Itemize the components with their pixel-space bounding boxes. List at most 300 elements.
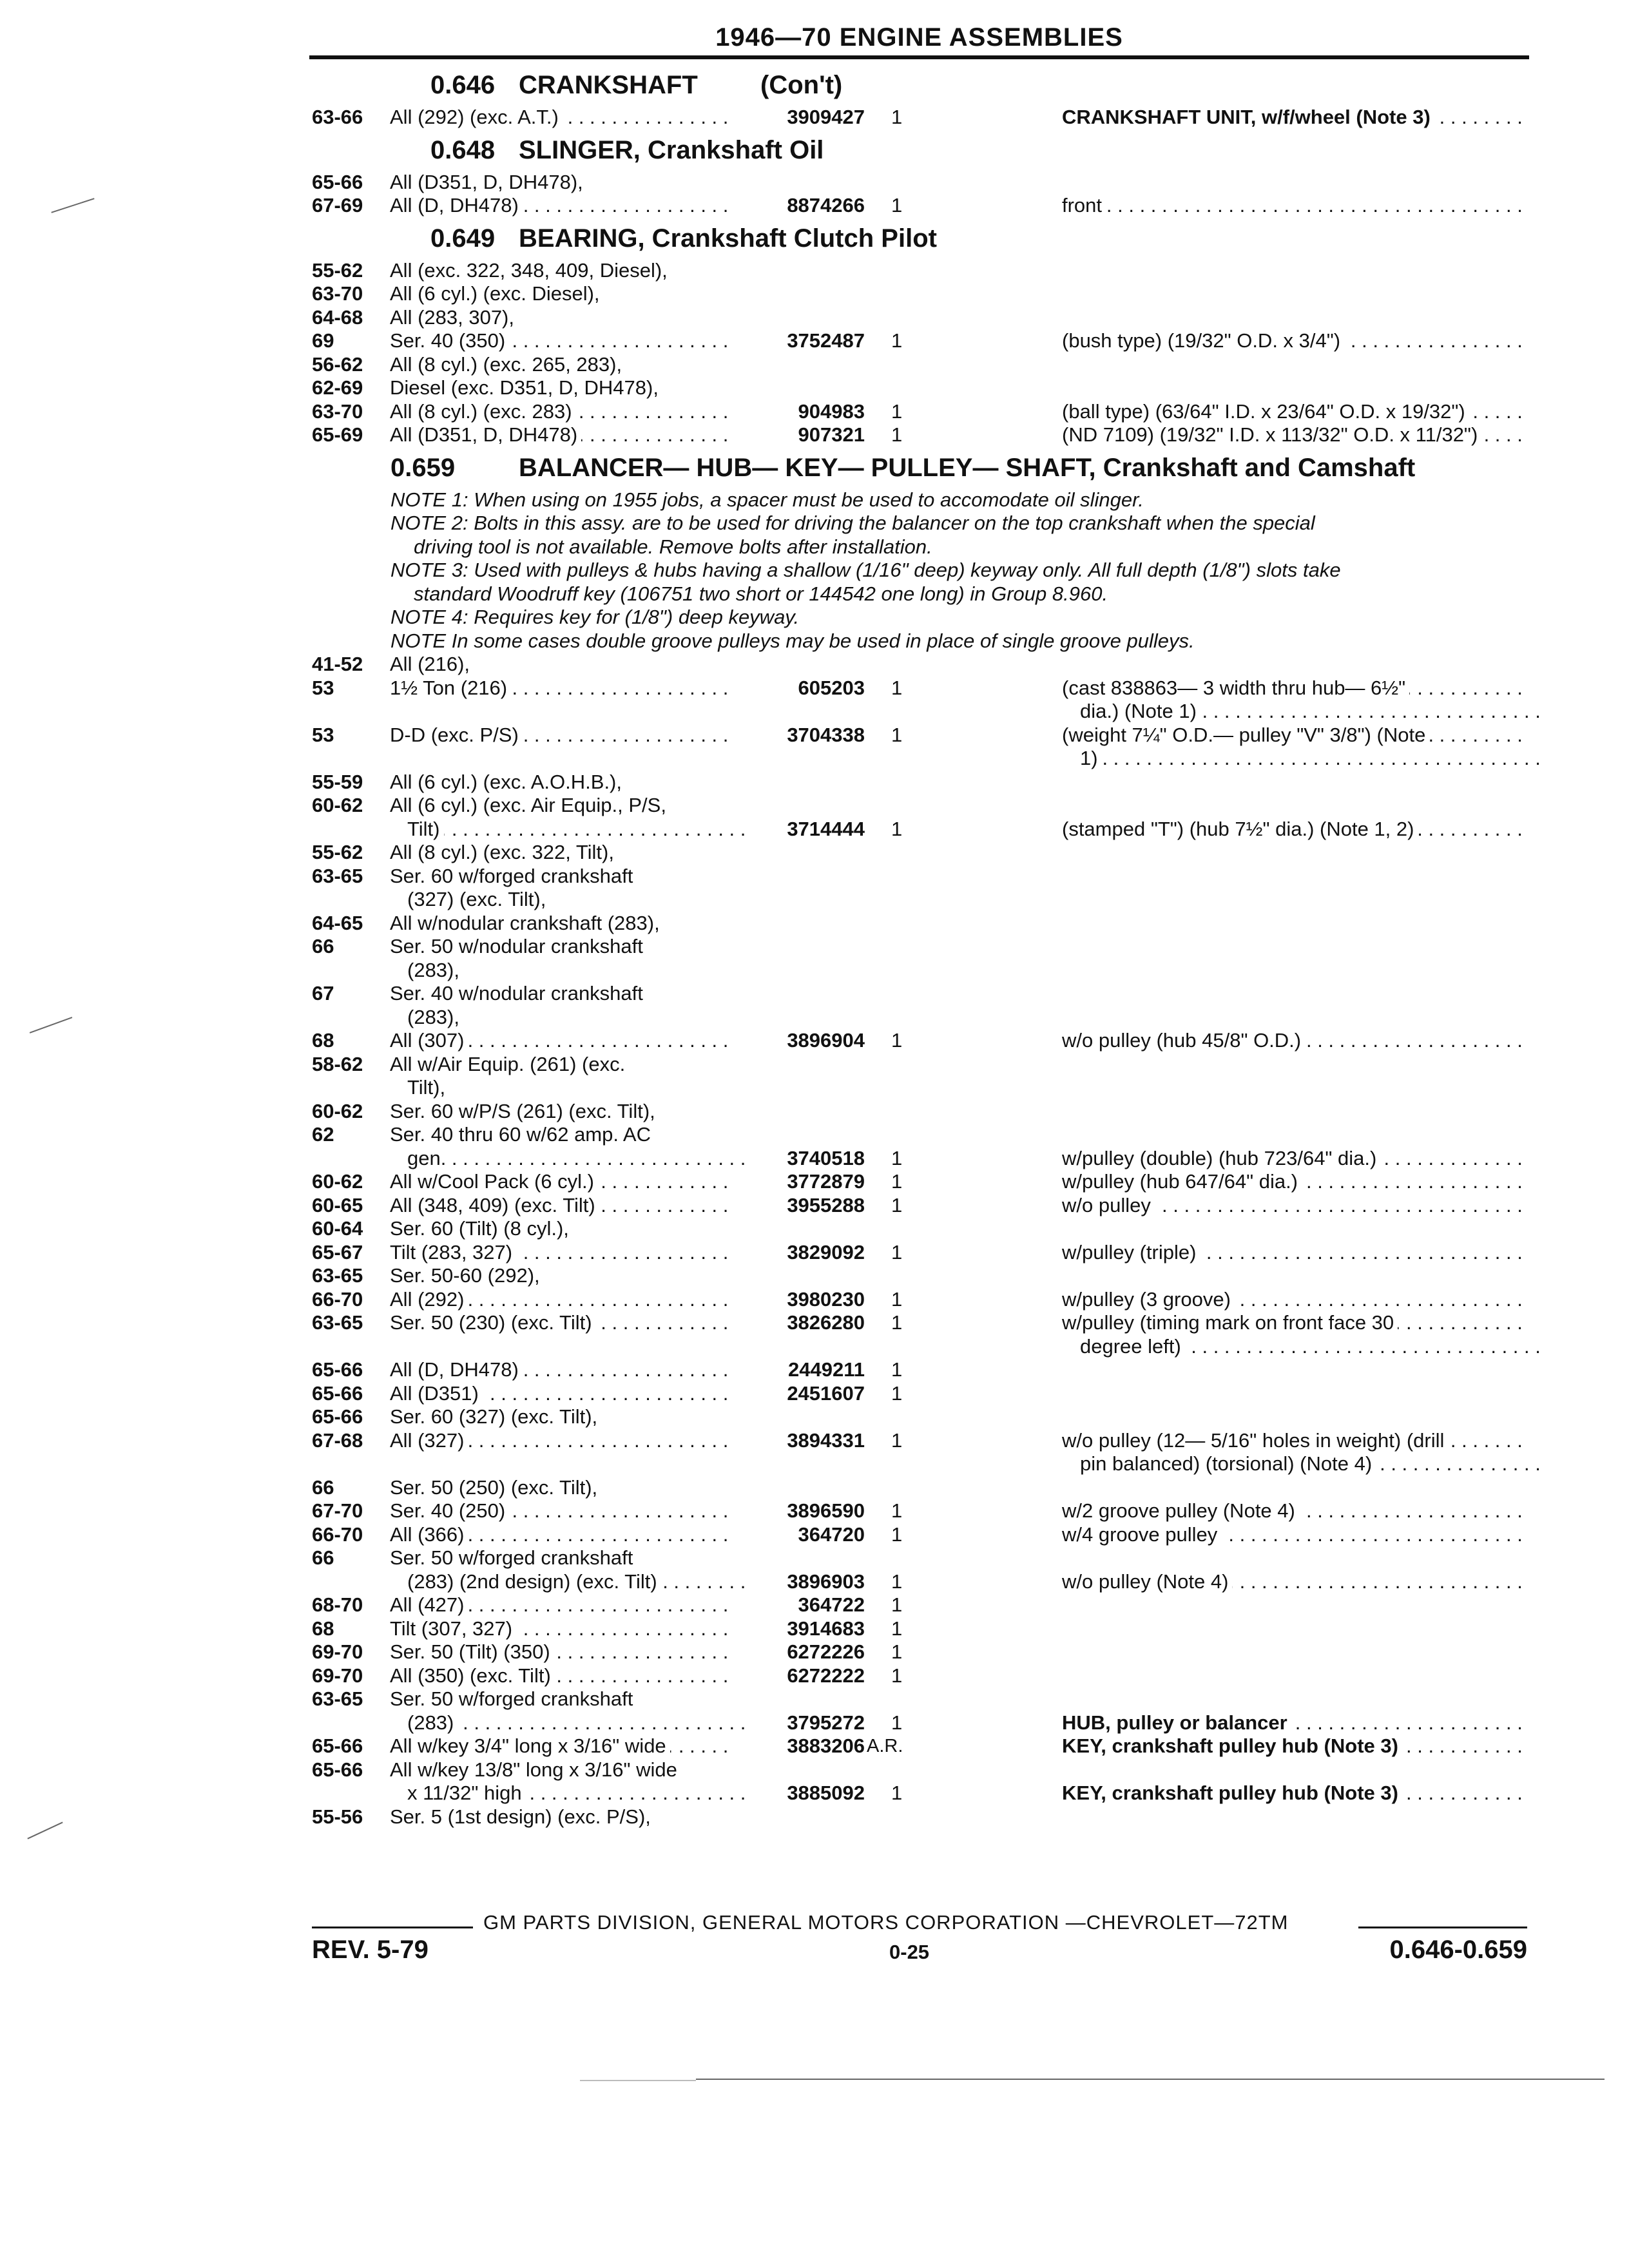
application-text: All (283, 307), bbox=[390, 306, 518, 329]
description bbox=[1062, 306, 1527, 330]
description-text bbox=[1062, 653, 1066, 675]
application bbox=[390, 423, 731, 447]
description bbox=[1080, 700, 1545, 724]
note-line: NOTE 4: Requires key for (1/8") deep keyway. bbox=[390, 606, 800, 628]
note-line: NOTE 1: When using on 1955 jobs, a spacer must be used to accomodate oil slinger. bbox=[390, 488, 1144, 511]
description bbox=[1062, 1664, 1527, 1688]
description bbox=[1062, 1123, 1527, 1147]
application-text bbox=[390, 700, 394, 722]
description-text: CRANKSHAFT UNIT, w/f/wheel (Note 3) bbox=[1062, 106, 1434, 128]
application-text: All (216), bbox=[390, 653, 474, 675]
application bbox=[390, 353, 731, 377]
description bbox=[1062, 818, 1527, 841]
application-text: All (292) (exc. A.T.) bbox=[390, 106, 563, 128]
description bbox=[1062, 959, 1527, 983]
application bbox=[390, 1546, 731, 1570]
application bbox=[390, 1029, 731, 1053]
description-text bbox=[1062, 865, 1066, 887]
section-0648 bbox=[0, 130, 1629, 171]
table-row bbox=[0, 841, 1629, 865]
quantity: 1 bbox=[891, 1523, 903, 1546]
description bbox=[1062, 194, 1527, 218]
model-years: 60-62 bbox=[312, 794, 363, 816]
application bbox=[390, 771, 731, 794]
model-years: 69 bbox=[312, 329, 334, 352]
application-text: All (6 cyl.) (exc. A.O.H.B.), bbox=[390, 771, 626, 793]
section-number: 0.646 bbox=[430, 71, 496, 99]
application bbox=[407, 1711, 749, 1735]
description bbox=[1062, 1523, 1527, 1547]
description bbox=[1080, 1452, 1545, 1476]
description bbox=[1062, 1476, 1527, 1500]
table-row bbox=[0, 677, 1629, 700]
quantity: 1 bbox=[891, 1782, 903, 1804]
footer-publisher: GM PARTS DIVISION, GENERAL MOTORS CORPORATION —CHEVROLET—72TM bbox=[483, 1911, 1289, 1934]
table-row bbox=[0, 423, 1629, 447]
application bbox=[390, 1758, 731, 1782]
application-text: (283), bbox=[407, 1006, 463, 1028]
description-text: w/pulley (3 groove) bbox=[1062, 1288, 1235, 1311]
application bbox=[390, 1358, 731, 1382]
part-number: 3894331 bbox=[787, 1428, 865, 1452]
application-text: All (350) (exc. Tilt) bbox=[390, 1664, 555, 1687]
table-row bbox=[0, 1523, 1629, 1547]
application bbox=[390, 1805, 731, 1829]
model-years: 69-70 bbox=[312, 1664, 363, 1687]
quantity: 1 bbox=[891, 423, 903, 446]
table-row bbox=[0, 865, 1629, 889]
table-row bbox=[0, 1264, 1629, 1288]
model-years: 65-66 bbox=[312, 1405, 363, 1428]
part-number: 605203 bbox=[798, 676, 865, 699]
table-row bbox=[0, 259, 1629, 283]
model-years: 63-70 bbox=[312, 399, 363, 423]
description bbox=[1062, 400, 1527, 424]
description-text: w/pulley (timing mark on front face 30 bbox=[1062, 1311, 1398, 1334]
description-text bbox=[1062, 1264, 1066, 1287]
table-row bbox=[0, 1382, 1629, 1406]
description bbox=[1062, 1241, 1527, 1265]
description-text bbox=[1062, 1617, 1066, 1640]
application bbox=[390, 653, 731, 677]
model-years: 63-70 bbox=[312, 282, 363, 305]
application-text: 1½ Ton (216) bbox=[390, 677, 511, 699]
table-row bbox=[0, 1476, 1629, 1500]
part-number: 364722 bbox=[798, 1593, 865, 1616]
application-text: All (366) bbox=[390, 1523, 468, 1546]
table-row bbox=[0, 1617, 1629, 1641]
description-text bbox=[1062, 1593, 1066, 1616]
description-text bbox=[1062, 1358, 1066, 1381]
application-text: All w/Air Equip. (261) (exc. bbox=[390, 1053, 629, 1075]
application-text: Ser. 50 (Tilt) (350) bbox=[390, 1640, 554, 1663]
description-text bbox=[1062, 171, 1066, 193]
section-0646-rows bbox=[0, 106, 1629, 130]
table-row bbox=[0, 1546, 1629, 1570]
continued-tag: (Con't) bbox=[760, 71, 843, 99]
quantity: 1 bbox=[891, 1311, 903, 1334]
description-text: (weight 7¼" O.D.— pulley "V" 3/8") (Note bbox=[1062, 724, 1429, 746]
application bbox=[390, 865, 731, 889]
description bbox=[1062, 1170, 1527, 1194]
application bbox=[390, 747, 731, 771]
model-years: 60-64 bbox=[312, 1217, 363, 1240]
application bbox=[390, 1476, 731, 1500]
description-text: 1) bbox=[1080, 747, 1102, 769]
description bbox=[1062, 282, 1527, 306]
application bbox=[390, 912, 731, 936]
description-text bbox=[1062, 259, 1066, 282]
description-text: w/o pulley (Note 4) bbox=[1062, 1570, 1232, 1593]
description-text bbox=[1062, 841, 1066, 863]
model-years: 67-70 bbox=[312, 1499, 363, 1522]
description bbox=[1062, 1029, 1527, 1053]
application-text: All (D351) bbox=[390, 1382, 483, 1405]
description-text: dia.) (Note 1) bbox=[1080, 700, 1200, 722]
application bbox=[390, 677, 731, 700]
application-text bbox=[390, 1452, 394, 1475]
application bbox=[407, 1782, 749, 1805]
description bbox=[1080, 1335, 1545, 1359]
description bbox=[1062, 1805, 1527, 1829]
description bbox=[1062, 353, 1527, 377]
description-text: w/pulley (triple) bbox=[1062, 1241, 1200, 1264]
table-row bbox=[0, 1499, 1629, 1523]
quantity: 1 bbox=[891, 1193, 903, 1216]
table-row bbox=[0, 747, 1629, 771]
description-text bbox=[1062, 1546, 1066, 1569]
model-years: 60-62 bbox=[312, 1099, 363, 1122]
part-number: 3914683 bbox=[787, 1617, 865, 1640]
description-text: w/2 groove pulley (Note 4) bbox=[1062, 1499, 1299, 1522]
description bbox=[1062, 1429, 1527, 1453]
description-text bbox=[1062, 376, 1066, 399]
model-years: 66 bbox=[312, 1546, 334, 1569]
description-text: w/pulley (double) (hub 723/64" dia.) bbox=[1062, 1147, 1380, 1169]
application-text bbox=[390, 1335, 394, 1358]
description-text bbox=[1062, 794, 1066, 816]
model-years: 56-62 bbox=[312, 352, 363, 376]
section-range: 0.646-0.659 bbox=[1389, 1936, 1527, 1964]
application-text: All (8 cyl.) (exc. 322, Tilt), bbox=[390, 841, 618, 863]
table-row bbox=[0, 1123, 1629, 1147]
description-text bbox=[1062, 912, 1066, 934]
model-years: 55-59 bbox=[312, 770, 363, 793]
application bbox=[390, 1217, 731, 1241]
description-text bbox=[1062, 1006, 1066, 1028]
description-text bbox=[1062, 888, 1066, 910]
model-years: 55-56 bbox=[312, 1805, 363, 1828]
application bbox=[407, 1006, 749, 1030]
footer-rule-right bbox=[1358, 1927, 1527, 1928]
description-text bbox=[1062, 1640, 1066, 1663]
application-text: Ser. 50 w/forged crankshaft bbox=[390, 1687, 637, 1710]
description bbox=[1062, 1758, 1527, 1782]
application bbox=[390, 1687, 731, 1711]
section-number: 0.648 bbox=[430, 135, 496, 164]
table-row bbox=[0, 700, 1629, 724]
application-text: All (D, DH478) bbox=[390, 1358, 523, 1381]
application-text: Ser. 60 w/forged crankshaft bbox=[390, 865, 637, 887]
application bbox=[390, 194, 731, 218]
description-text: pin balanced) (torsional) (Note 4) bbox=[1080, 1452, 1376, 1475]
table-row bbox=[0, 1194, 1629, 1218]
part-number: 3704338 bbox=[787, 723, 865, 746]
table-row bbox=[0, 888, 1629, 912]
application bbox=[390, 1335, 731, 1359]
application-text: Ser. 40 (350) bbox=[390, 329, 509, 352]
application-text: All (327) bbox=[390, 1429, 468, 1452]
section-0648-rows bbox=[0, 171, 1629, 218]
application-text: Tilt (307, 327) bbox=[390, 1617, 516, 1640]
description-text bbox=[1062, 959, 1066, 981]
table-row bbox=[0, 1241, 1629, 1265]
application bbox=[390, 1288, 731, 1312]
table-row bbox=[0, 982, 1629, 1006]
description bbox=[1062, 865, 1527, 889]
part-number: 364720 bbox=[798, 1523, 865, 1546]
model-years: 60-65 bbox=[312, 1193, 363, 1216]
note-line: standard Woodruff key (106751 two short or 144542 one long) in Group 8.960. bbox=[414, 582, 1108, 605]
description-text: (ball type) (63/64" I.D. x 23/64" O.D. x 19/32") bbox=[1062, 400, 1469, 423]
description bbox=[1062, 1499, 1527, 1523]
description bbox=[1062, 982, 1527, 1006]
model-years: 66 bbox=[312, 1475, 334, 1499]
quantity: 1 bbox=[891, 1381, 903, 1405]
application-text: All (6 cyl.) (exc. Air Equip., P/S, bbox=[390, 794, 670, 816]
description-text bbox=[1062, 771, 1066, 793]
application bbox=[407, 1076, 749, 1100]
description bbox=[1062, 329, 1527, 353]
part-number: 3740518 bbox=[787, 1146, 865, 1169]
application bbox=[390, 724, 731, 747]
section-number: 0.659 bbox=[390, 453, 456, 482]
quantity: 1 bbox=[891, 1711, 903, 1734]
parts-listing bbox=[0, 64, 1629, 1829]
table-row bbox=[0, 329, 1629, 353]
section-0649-rows bbox=[0, 259, 1629, 447]
part-number: 6272226 bbox=[787, 1640, 865, 1663]
description-text bbox=[1062, 1805, 1066, 1828]
model-years: 64-65 bbox=[312, 911, 363, 934]
application bbox=[390, 1452, 731, 1476]
table-row bbox=[0, 1593, 1629, 1617]
application-text: All w/key 13/8" long x 3/16" wide bbox=[390, 1758, 681, 1781]
quantity: 1 bbox=[891, 676, 903, 699]
application-text: D-D (exc. P/S) bbox=[390, 724, 523, 746]
application bbox=[390, 1241, 731, 1265]
section-title: SLINGER, Crankshaft Oil bbox=[519, 135, 824, 164]
model-years: 62 bbox=[312, 1123, 334, 1146]
part-number: 3772879 bbox=[787, 1170, 865, 1193]
application-text: All (D351, D, DH478), bbox=[390, 171, 587, 193]
description bbox=[1062, 1593, 1527, 1617]
table-row bbox=[0, 935, 1629, 959]
table-row bbox=[0, 1006, 1629, 1030]
application-text: All (D, DH478) bbox=[390, 194, 523, 216]
part-number: 8874266 bbox=[787, 194, 865, 216]
note-line: NOTE 2: Bolts in this assy. are to be used for driving the balancer on the top crankshaft when the special bbox=[390, 512, 1315, 534]
part-number: 907321 bbox=[798, 423, 865, 446]
table-row bbox=[0, 653, 1629, 677]
quantity: 1 bbox=[891, 1499, 903, 1522]
table-row bbox=[0, 1147, 1629, 1171]
description bbox=[1062, 677, 1527, 700]
part-number: 3795272 bbox=[787, 1711, 865, 1734]
application-text: Ser. 50 (250) (exc. Tilt), bbox=[390, 1476, 601, 1499]
table-row bbox=[0, 1170, 1629, 1194]
table-row bbox=[0, 1029, 1629, 1053]
part-number: 3829092 bbox=[787, 1240, 865, 1264]
description-text: KEY, crankshaft pulley hub (Note 3) bbox=[1062, 1782, 1402, 1804]
part-number: 6272222 bbox=[787, 1664, 865, 1687]
description-text: (bush type) (19/32" O.D. x 3/4") bbox=[1062, 329, 1344, 352]
application-text: Ser. 40 thru 60 w/62 amp. AC bbox=[390, 1123, 655, 1146]
section-0649 bbox=[0, 218, 1629, 259]
application-text: Ser. 50 w/nodular crankshaft bbox=[390, 935, 647, 957]
application-text: Ser. 60 w/P/S (261) (exc. Tilt), bbox=[390, 1100, 659, 1122]
quantity: 1 bbox=[891, 399, 903, 423]
model-years: 58-62 bbox=[312, 1052, 363, 1075]
description bbox=[1062, 1405, 1527, 1429]
model-years: 63-65 bbox=[312, 1687, 363, 1710]
section-number: 0.649 bbox=[430, 224, 496, 253]
application bbox=[390, 1593, 731, 1617]
description bbox=[1062, 106, 1527, 130]
scan-artifact bbox=[696, 2079, 1605, 2080]
table-row bbox=[0, 376, 1629, 400]
table-row bbox=[0, 818, 1629, 841]
description bbox=[1062, 912, 1527, 936]
application-text: Ser. 40 w/nodular crankshaft bbox=[390, 982, 647, 1004]
part-number: 3714444 bbox=[787, 817, 865, 840]
model-years: 65-66 bbox=[312, 1758, 363, 1781]
description-text bbox=[1062, 982, 1066, 1004]
application bbox=[390, 841, 731, 865]
application bbox=[390, 1382, 731, 1406]
description bbox=[1062, 653, 1527, 677]
application bbox=[390, 700, 731, 724]
quantity: 1 bbox=[891, 1617, 903, 1640]
description bbox=[1062, 1735, 1527, 1758]
description-text: HUB, pulley or balancer bbox=[1062, 1711, 1291, 1734]
application bbox=[390, 259, 731, 283]
table-row bbox=[0, 282, 1629, 306]
application bbox=[390, 1664, 731, 1688]
application-text: Ser. 40 (250) bbox=[390, 1499, 509, 1522]
quantity: 1 bbox=[891, 1240, 903, 1264]
part-number: 2451607 bbox=[787, 1381, 865, 1405]
description bbox=[1062, 888, 1527, 912]
quantity: 1 bbox=[891, 1146, 903, 1169]
table-row bbox=[0, 1570, 1629, 1594]
application bbox=[390, 794, 731, 818]
description-text bbox=[1062, 353, 1066, 376]
model-years: 66 bbox=[312, 935, 334, 957]
application-text: gen. bbox=[407, 1147, 450, 1169]
application bbox=[390, 1523, 731, 1547]
application-text: All (307) bbox=[390, 1029, 468, 1052]
description bbox=[1062, 1147, 1527, 1171]
model-years: 67-68 bbox=[312, 1428, 363, 1452]
table-row bbox=[0, 400, 1629, 424]
description-text bbox=[1062, 1217, 1066, 1240]
model-years: 69-70 bbox=[312, 1640, 363, 1663]
section-0659-rows bbox=[0, 653, 1629, 1829]
table-row bbox=[0, 794, 1629, 818]
table-row bbox=[0, 1053, 1629, 1077]
table-row bbox=[0, 306, 1629, 330]
table-row bbox=[0, 1782, 1629, 1805]
part-number: 3896904 bbox=[787, 1029, 865, 1052]
footer-rule-left bbox=[312, 1927, 473, 1928]
table-row bbox=[0, 1758, 1629, 1782]
application bbox=[390, 1053, 731, 1077]
quantity: 1 bbox=[891, 194, 903, 216]
model-years: 65-69 bbox=[312, 423, 363, 446]
part-number: 3955288 bbox=[787, 1193, 865, 1216]
notes-block bbox=[0, 488, 1629, 653]
part-number: 3896590 bbox=[787, 1499, 865, 1522]
description bbox=[1062, 1570, 1527, 1594]
description-text bbox=[1062, 935, 1066, 957]
quantity: 1 bbox=[891, 1664, 903, 1687]
description-text bbox=[1062, 1053, 1066, 1075]
description-text bbox=[1062, 306, 1066, 329]
description bbox=[1062, 1711, 1527, 1735]
section-title: BEARING, Crankshaft Clutch Pilot bbox=[519, 224, 937, 253]
part-number: 3752487 bbox=[787, 329, 865, 352]
table-row bbox=[0, 1100, 1629, 1124]
description bbox=[1062, 724, 1527, 747]
application bbox=[390, 306, 731, 330]
application-text: (283), bbox=[407, 959, 463, 981]
description bbox=[1062, 1194, 1527, 1218]
application bbox=[390, 1640, 731, 1664]
description bbox=[1080, 747, 1545, 771]
application bbox=[390, 1311, 731, 1335]
model-years: 68-70 bbox=[312, 1593, 363, 1616]
application-text: All w/key 3/4" long x 3/16" wide bbox=[390, 1735, 670, 1757]
model-years: 60-62 bbox=[312, 1170, 363, 1193]
description bbox=[1062, 171, 1527, 195]
application-text: All (348, 409) (exc. Tilt) bbox=[390, 1194, 599, 1216]
application-text: Tilt) bbox=[407, 818, 444, 840]
part-number: 3883206 bbox=[787, 1735, 865, 1757]
description-text: w/o pulley (hub 45/8" O.D.) bbox=[1062, 1029, 1305, 1052]
application-text: Ser. 60 (Tilt) (8 cyl.), bbox=[390, 1217, 573, 1240]
application-text: All (292) bbox=[390, 1288, 468, 1311]
application bbox=[407, 888, 749, 912]
table-row bbox=[0, 912, 1629, 936]
application-text: All (8 cyl.) (exc. 283) bbox=[390, 400, 576, 423]
description-text bbox=[1062, 1687, 1066, 1710]
application bbox=[390, 1735, 731, 1758]
table-row bbox=[0, 959, 1629, 983]
application bbox=[390, 1405, 731, 1429]
application bbox=[390, 1100, 731, 1124]
table-row bbox=[0, 353, 1629, 377]
model-years: 65-67 bbox=[312, 1240, 363, 1264]
table-row bbox=[0, 1735, 1629, 1758]
description-text: degree left) bbox=[1080, 1335, 1185, 1358]
application-text: Ser. 50 w/forged crankshaft bbox=[390, 1546, 637, 1569]
model-years: 63-66 bbox=[312, 106, 363, 128]
description-text bbox=[1062, 1664, 1066, 1687]
application bbox=[407, 1147, 749, 1171]
table-row bbox=[0, 771, 1629, 794]
description bbox=[1062, 794, 1527, 818]
